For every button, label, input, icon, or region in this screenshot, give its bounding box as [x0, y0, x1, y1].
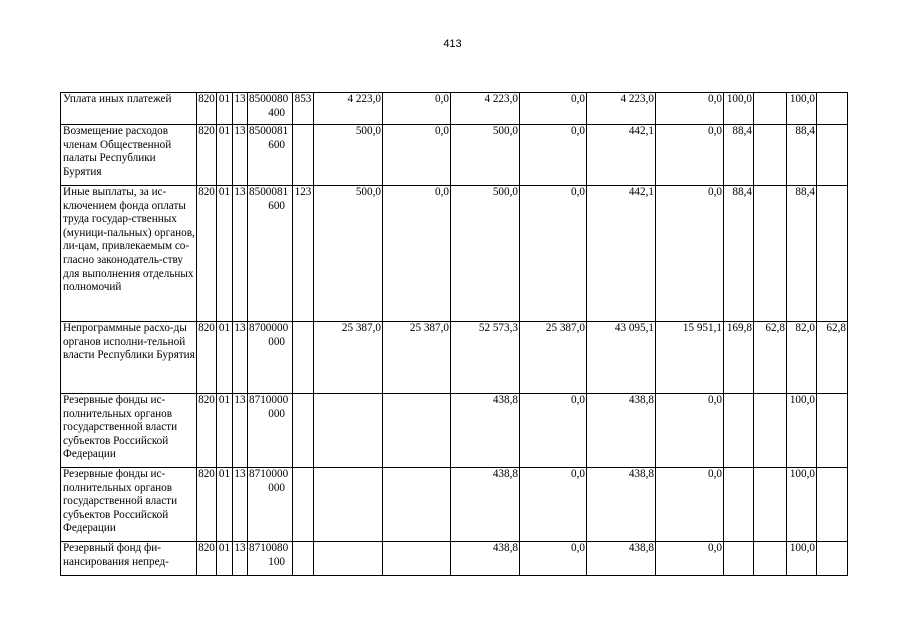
percent-cell	[754, 93, 787, 125]
value-cell: 4 223,0	[587, 93, 656, 125]
value-cell: 0,0	[656, 542, 724, 576]
percent-cell: 100,0	[787, 468, 817, 542]
percent-cell: 62,8	[754, 322, 787, 394]
target-code-cell	[248, 186, 293, 322]
percent-cell: 82,0	[787, 322, 817, 394]
target-code-cell	[248, 125, 293, 186]
table-row	[61, 93, 848, 125]
expense-type-cell: 123	[293, 186, 314, 322]
target-code-part: 8710000	[249, 394, 289, 406]
subsection-cell: 13	[233, 322, 248, 394]
target-code-cell	[248, 93, 293, 125]
value-cell	[314, 542, 383, 576]
org-code-cell: 820	[197, 542, 217, 576]
value-cell: 0,0	[383, 186, 451, 322]
percent-cell	[724, 468, 754, 542]
org-code-cell: 820	[197, 468, 217, 542]
row-name-cell: Непрограммные расхо-ды органов исполни-тельной власти Республики Бурятия	[61, 322, 197, 394]
value-cell: 0,0	[520, 125, 587, 186]
target-code-part: 8710000	[249, 468, 289, 480]
budget-table	[60, 92, 848, 576]
row-name-cell: Возмещение расходов членам Общественной палаты Республики Бурятия	[61, 125, 197, 186]
org-code-cell: 820	[197, 394, 217, 468]
expense-type-cell	[293, 394, 314, 468]
section-cell: 01	[217, 125, 233, 186]
value-cell: 438,8	[451, 542, 520, 576]
value-cell: 0,0	[656, 93, 724, 125]
value-cell: 438,8	[451, 394, 520, 468]
value-cell: 442,1	[587, 125, 656, 186]
percent-cell	[754, 542, 787, 576]
target-code-cell	[248, 468, 293, 542]
org-code-cell: 820	[197, 93, 217, 125]
target-code-part: 8500081	[249, 125, 289, 137]
value-cell: 438,8	[451, 468, 520, 542]
percent-cell	[817, 186, 848, 322]
value-cell	[383, 394, 451, 468]
expense-type-cell	[293, 468, 314, 542]
section-cell: 01	[217, 93, 233, 125]
target-code-cell	[248, 394, 293, 468]
value-cell: 25 387,0	[520, 322, 587, 394]
expense-type-cell	[293, 542, 314, 576]
percent-cell	[817, 125, 848, 186]
table-row	[61, 394, 848, 468]
org-code-cell: 820	[197, 125, 217, 186]
row-name-cell: Иные выплаты, за ис-ключением фонда оплаты труда государ-ственных (муници-пальных) органов, ли-цам, привлекаемым со-гласно законодатель-ству для выполнения отдельных полномочий	[61, 186, 197, 322]
section-cell: 01	[217, 394, 233, 468]
expense-type-cell	[293, 322, 314, 394]
row-name-cell: Резервные фонды ис-полнительных органов государственной власти субъектов Российской Федерации	[61, 394, 197, 468]
percent-cell: 100,0	[724, 93, 754, 125]
section-cell: 01	[217, 186, 233, 322]
value-cell: 15 951,1	[656, 322, 724, 394]
value-cell: 0,0	[656, 468, 724, 542]
subsection-cell: 13	[233, 93, 248, 125]
percent-cell	[754, 468, 787, 542]
target-code-cell	[248, 322, 293, 394]
target-code-part: 600	[268, 199, 285, 212]
percent-cell	[754, 125, 787, 186]
target-code-part: 8500080	[249, 93, 289, 105]
target-code-part: 8500081	[249, 186, 289, 198]
value-cell: 500,0	[314, 186, 383, 322]
org-code-cell: 820	[197, 322, 217, 394]
target-code-part: 100	[268, 555, 285, 568]
percent-cell: 88,4	[724, 125, 754, 186]
value-cell	[314, 394, 383, 468]
subsection-cell: 13	[233, 468, 248, 542]
percent-cell	[724, 542, 754, 576]
percent-cell	[817, 394, 848, 468]
value-cell: 0,0	[383, 93, 451, 125]
target-code-part: 600	[268, 138, 285, 151]
value-cell: 25 387,0	[383, 322, 451, 394]
target-code-part: 000	[268, 407, 285, 420]
value-cell: 438,8	[587, 394, 656, 468]
target-code-part: 8700000	[249, 322, 289, 334]
table-row	[61, 542, 848, 576]
value-cell: 0,0	[520, 93, 587, 125]
value-cell: 438,8	[587, 542, 656, 576]
value-cell	[383, 542, 451, 576]
value-cell: 0,0	[383, 125, 451, 186]
percent-cell: 88,4	[787, 186, 817, 322]
percent-cell	[817, 93, 848, 125]
percent-cell	[754, 186, 787, 322]
subsection-cell: 13	[233, 542, 248, 576]
value-cell: 500,0	[451, 125, 520, 186]
target-code-cell	[248, 542, 293, 576]
value-cell: 0,0	[656, 125, 724, 186]
percent-cell: 169,8	[724, 322, 754, 394]
percent-cell: 100,0	[787, 93, 817, 125]
value-cell: 438,8	[587, 468, 656, 542]
target-code-part: 400	[268, 106, 285, 119]
section-cell: 01	[217, 468, 233, 542]
value-cell: 52 573,3	[451, 322, 520, 394]
value-cell: 0,0	[520, 468, 587, 542]
percent-cell: 100,0	[787, 394, 817, 468]
subsection-cell: 13	[233, 394, 248, 468]
value-cell: 43 095,1	[587, 322, 656, 394]
row-name-cell: Уплата иных платежей	[61, 93, 197, 125]
value-cell: 0,0	[656, 186, 724, 322]
percent-cell: 88,4	[787, 125, 817, 186]
target-code-part: 8710080	[249, 542, 289, 554]
value-cell: 442,1	[587, 186, 656, 322]
value-cell: 500,0	[314, 125, 383, 186]
table-row	[61, 322, 848, 394]
expense-type-cell	[293, 125, 314, 186]
percent-cell	[817, 542, 848, 576]
subsection-cell: 13	[233, 125, 248, 186]
target-code-part: 000	[268, 481, 285, 494]
percent-cell: 88,4	[724, 186, 754, 322]
percent-cell	[754, 394, 787, 468]
value-cell: 0,0	[656, 394, 724, 468]
percent-cell	[817, 468, 848, 542]
value-cell	[383, 468, 451, 542]
subsection-cell: 13	[233, 186, 248, 322]
row-name-cell: Резервные фонды ис-полнительных органов государственной власти субъектов Российской Федерации	[61, 468, 197, 542]
table-row	[61, 186, 848, 322]
row-name-cell: Резервный фонд фи-нансирования непред-	[61, 542, 197, 576]
org-code-cell: 820	[197, 186, 217, 322]
table-row	[61, 468, 848, 542]
target-code-part: 000	[268, 335, 285, 348]
percent-cell	[724, 394, 754, 468]
percent-cell: 62,8	[817, 322, 848, 394]
value-cell	[314, 468, 383, 542]
value-cell: 500,0	[451, 186, 520, 322]
value-cell: 0,0	[520, 542, 587, 576]
page-number: 413	[443, 38, 462, 50]
section-cell: 01	[217, 542, 233, 576]
value-cell: 25 387,0	[314, 322, 383, 394]
value-cell: 4 223,0	[451, 93, 520, 125]
percent-cell: 100,0	[787, 542, 817, 576]
value-cell: 0,0	[520, 186, 587, 322]
section-cell: 01	[217, 322, 233, 394]
value-cell: 4 223,0	[314, 93, 383, 125]
value-cell: 0,0	[520, 394, 587, 468]
expense-type-cell: 853	[293, 93, 314, 125]
table-row	[61, 125, 848, 186]
